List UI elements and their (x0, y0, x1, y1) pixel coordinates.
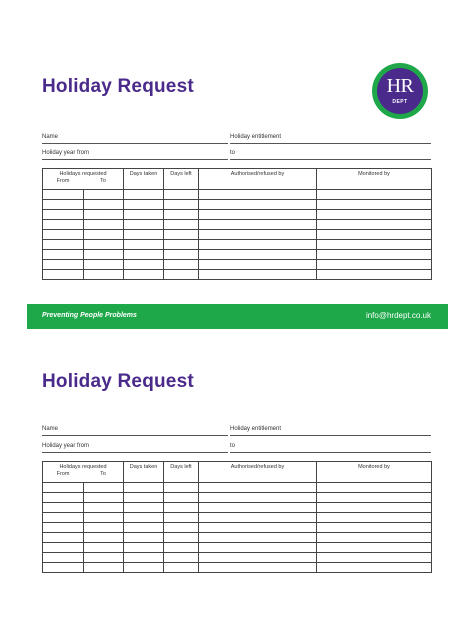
entitlement-label: Holiday entitlement (230, 134, 282, 140)
table-row (43, 240, 432, 250)
authorised-cell[interactable] (199, 483, 317, 493)
table-row (43, 483, 432, 493)
from-cell[interactable] (43, 543, 84, 553)
monitored-cell[interactable] (317, 513, 432, 523)
monitored-cell[interactable] (317, 200, 432, 210)
from-cell[interactable] (43, 503, 84, 513)
authorised-cell[interactable] (199, 240, 317, 250)
monitored-cell[interactable] (317, 563, 432, 573)
holiday-year-from-field[interactable] (42, 147, 228, 160)
days-taken-cell[interactable] (124, 240, 164, 250)
form-title: Holiday Request (42, 76, 194, 97)
table-row (43, 220, 432, 230)
to-cell[interactable] (84, 553, 124, 563)
banner-tagline: Preventing People Problems (42, 312, 137, 319)
to-cell[interactable] (84, 563, 124, 573)
from-cell[interactable] (43, 260, 84, 270)
holiday-year-to-field[interactable] (230, 147, 431, 160)
to-col-label: To (100, 470, 106, 477)
days-taken-header: Days taken (124, 462, 164, 483)
name-label: Name (42, 134, 59, 140)
monitored-cell[interactable] (317, 543, 432, 553)
logo-sub-text: DEPT (392, 99, 408, 105)
from-cell[interactable] (43, 220, 84, 230)
from-cell[interactable] (43, 563, 84, 573)
authorised-cell[interactable] (199, 260, 317, 270)
from-cell[interactable] (43, 553, 84, 563)
table-row (43, 543, 432, 553)
authorised-header: Authorised/refused by (199, 462, 317, 483)
days-taken-cell[interactable] (124, 543, 164, 553)
authorised-header: Authorised/refused by (199, 169, 317, 190)
from-cell[interactable] (43, 210, 84, 220)
footer-banner (27, 304, 448, 329)
from-cell[interactable] (43, 493, 84, 503)
days-taken-cell[interactable] (124, 553, 164, 563)
logo-main-text: HR (386, 75, 414, 97)
to-cell[interactable] (84, 513, 124, 523)
holiday-entitlement-field[interactable] (230, 423, 431, 436)
monitored-cell[interactable] (317, 240, 432, 250)
logo-inner-circle (377, 68, 423, 114)
to-cell[interactable] (84, 543, 124, 553)
days-left-cell[interactable] (164, 543, 199, 553)
from-cell[interactable] (43, 250, 84, 260)
holiday-entitlement-field[interactable] (230, 131, 431, 144)
holidays-requested-label: Holidays requested (59, 171, 107, 177)
holiday-year-from-field[interactable] (42, 440, 228, 453)
table-row (43, 523, 432, 533)
days-taken-cell[interactable] (124, 230, 164, 240)
days-taken-cell[interactable] (124, 270, 164, 280)
from-cell[interactable] (43, 270, 84, 280)
holidays-requested-header (43, 462, 124, 483)
days-taken-cell[interactable] (124, 483, 164, 493)
authorised-cell[interactable] (199, 523, 317, 533)
days-taken-cell[interactable] (124, 260, 164, 270)
days-left-header: Days left (164, 462, 199, 483)
monitored-cell[interactable] (317, 220, 432, 230)
table-row (43, 230, 432, 240)
from-cell[interactable] (43, 230, 84, 240)
hr-dept-logo (372, 63, 428, 119)
authorised-cell[interactable] (199, 553, 317, 563)
days-taken-cell[interactable] (124, 210, 164, 220)
to-cell[interactable] (84, 523, 124, 533)
days-taken-cell[interactable] (124, 250, 164, 260)
from-cell[interactable] (43, 523, 84, 533)
days-taken-cell[interactable] (124, 190, 164, 200)
days-left-cell[interactable] (164, 220, 199, 230)
authorised-cell[interactable] (199, 210, 317, 220)
days-left-cell[interactable] (164, 270, 199, 280)
to-cell[interactable] (84, 230, 124, 240)
authorised-cell[interactable] (199, 563, 317, 573)
authorised-cell[interactable] (199, 533, 317, 543)
days-left-cell[interactable] (164, 240, 199, 250)
to-cell[interactable] (84, 270, 124, 280)
authorised-cell[interactable] (199, 513, 317, 523)
form-title: Holiday Request (42, 371, 194, 392)
days-taken-cell[interactable] (124, 523, 164, 533)
monitored-cell[interactable] (317, 553, 432, 563)
authorised-cell[interactable] (199, 250, 317, 260)
from-cell[interactable] (43, 240, 84, 250)
table-row (43, 513, 432, 523)
table-row (43, 190, 432, 200)
days-left-cell[interactable] (164, 230, 199, 240)
from-cell[interactable] (43, 200, 84, 210)
table-row (43, 533, 432, 543)
days-left-cell[interactable] (164, 190, 199, 200)
to-cell[interactable] (84, 483, 124, 493)
monitored-cell[interactable] (317, 493, 432, 503)
holidays-requested-header (43, 169, 124, 190)
days-taken-cell[interactable] (124, 533, 164, 543)
days-left-cell[interactable] (164, 210, 199, 220)
monitored-cell[interactable] (317, 270, 432, 280)
table-row (43, 493, 432, 503)
days-taken-cell[interactable] (124, 220, 164, 230)
to-cell[interactable] (84, 250, 124, 260)
monitored-cell[interactable] (317, 523, 432, 533)
monitored-cell[interactable] (317, 260, 432, 270)
monitored-cell[interactable] (317, 210, 432, 220)
table-row (43, 260, 432, 270)
monitored-cell[interactable] (317, 483, 432, 493)
table-body (43, 483, 432, 573)
monitored-cell[interactable] (317, 250, 432, 260)
days-left-cell[interactable] (164, 260, 199, 270)
to-cell[interactable] (84, 533, 124, 543)
days-taken-cell[interactable] (124, 563, 164, 573)
days-left-cell[interactable] (164, 533, 199, 543)
to-cell[interactable] (84, 210, 124, 220)
to-cell[interactable] (84, 220, 124, 230)
entitlement-label: Holiday entitlement (230, 426, 282, 432)
from-cell[interactable] (43, 483, 84, 493)
days-left-header: Days left (164, 169, 199, 190)
table-row (43, 503, 432, 513)
name-label: Name (42, 426, 59, 432)
days-left-cell[interactable] (164, 523, 199, 533)
table-row (43, 210, 432, 220)
holiday-year-to-field[interactable] (230, 440, 431, 453)
to-label: to (230, 150, 236, 156)
monitored-cell[interactable] (317, 533, 432, 543)
to-cell[interactable] (84, 493, 124, 503)
days-taken-cell[interactable] (124, 200, 164, 210)
from-cell[interactable] (43, 533, 84, 543)
to-cell[interactable] (84, 260, 124, 270)
days-left-cell[interactable] (164, 503, 199, 513)
table-row (43, 200, 432, 210)
table-row (43, 270, 432, 280)
name-field[interactable] (42, 423, 228, 436)
to-col-label: To (100, 177, 106, 184)
authorised-cell[interactable] (199, 270, 317, 280)
table-row (43, 563, 432, 573)
year-from-label: Holiday year from (42, 443, 90, 449)
holidays-requested-label: Holidays requested (59, 464, 107, 470)
authorised-cell[interactable] (199, 543, 317, 553)
to-cell[interactable] (84, 240, 124, 250)
name-field[interactable] (42, 131, 228, 144)
days-left-cell[interactable] (164, 563, 199, 573)
to-label: to (230, 443, 236, 449)
days-left-cell[interactable] (164, 250, 199, 260)
days-taken-cell[interactable] (124, 513, 164, 523)
from-label: From (56, 470, 70, 477)
days-taken-cell[interactable] (124, 493, 164, 503)
to-cell[interactable] (84, 503, 124, 513)
monitored-cell[interactable] (317, 503, 432, 513)
authorised-cell[interactable] (199, 220, 317, 230)
authorised-cell[interactable] (199, 503, 317, 513)
year-from-label: Holiday year from (42, 150, 90, 156)
table-row (43, 553, 432, 563)
from-cell[interactable] (43, 190, 84, 200)
authorised-cell[interactable] (199, 493, 317, 503)
authorised-cell[interactable] (199, 190, 317, 200)
days-left-cell[interactable] (164, 483, 199, 493)
monitored-header: Monitored by (317, 462, 432, 483)
monitored-cell[interactable] (317, 230, 432, 240)
days-left-cell[interactable] (164, 513, 199, 523)
banner-email-link[interactable]: info@hrdept.co.uk (365, 311, 431, 320)
table-body (43, 190, 432, 280)
authorised-cell[interactable] (199, 200, 317, 210)
holiday-table (42, 461, 432, 573)
days-taken-cell[interactable] (124, 503, 164, 513)
authorised-cell[interactable] (199, 230, 317, 240)
to-cell[interactable] (84, 190, 124, 200)
from-label: From (56, 177, 70, 184)
holiday-table (42, 168, 432, 280)
days-left-cell[interactable] (164, 553, 199, 563)
from-cell[interactable] (43, 513, 84, 523)
monitored-header: Monitored by (317, 169, 432, 190)
to-cell[interactable] (84, 200, 124, 210)
days-left-cell[interactable] (164, 200, 199, 210)
table-row (43, 250, 432, 260)
days-left-cell[interactable] (164, 493, 199, 503)
days-taken-header: Days taken (124, 169, 164, 190)
monitored-cell[interactable] (317, 190, 432, 200)
